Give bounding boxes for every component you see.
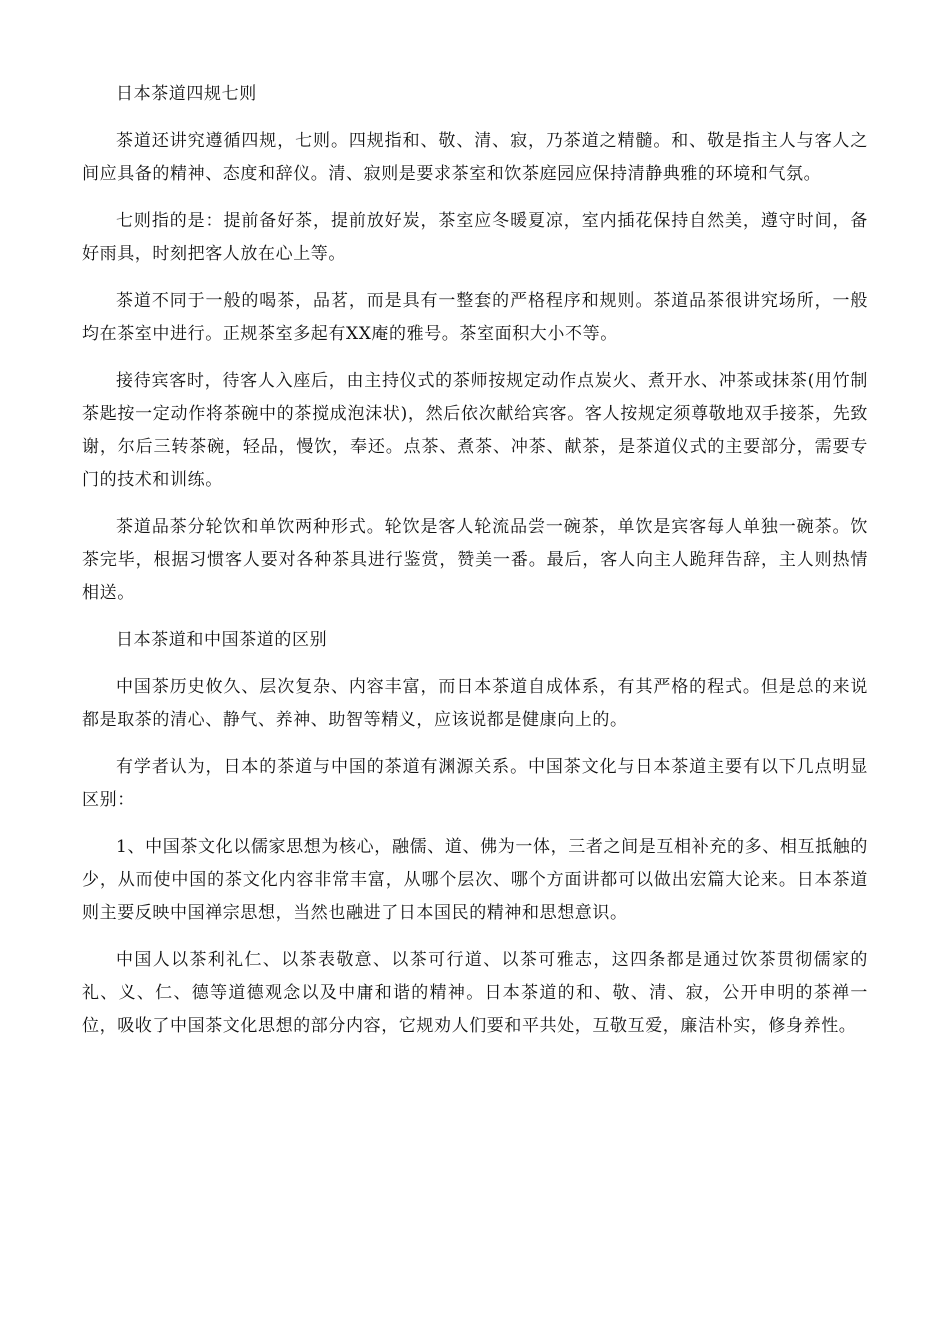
paragraph: 中国人以茶利礼仁、以茶表敬意、以茶可行道、以茶可雅志，这四条都是通过饮茶贯彻儒家的礼、义、仁、德等道德观念以及中庸和谐的精神。日本茶道的和、敬、清、寂，公开申明的茶禅一位，吸收了中国茶文化思想的部分内容，它规劝人们要和平共处，互敬互爱，廉洁朴实，修身养性。	[82, 950, 868, 1036]
paragraph: 七则指的是：提前备好茶，提前放好炭，茶室应冬暖夏凉，室内插花保持自然美，遵守时间，备好雨具，时刻把客人放在心上等。	[82, 211, 868, 264]
document-body	[82, 78, 868, 1057]
paragraph: 茶道还讲究遵循四规，七则。四规指和、敬、清、寂，乃茶道之精髓。和、敬是指主人与客人之间应具备的精神、态度和辞仪。清、寂则是要求茶室和饮茶庭园应保持清静典雅的环境和气氛。	[82, 131, 868, 184]
paragraph: 接待宾客时，待客人入座后，由主持仪式的茶师按规定动作点炭火、煮开水、冲茶或抹茶(用竹制茶匙按一定动作将茶碗中的茶搅成泡沫状)，然后依次献给宾客。客人按规定须尊敬地双手接茶，先致谢，尔后三转茶碗，轻品，慢饮，奉还。点茶、煮茶、冲茶、献茶，是茶道仪式的主要部分，需要专门的技术和训练。	[82, 371, 868, 490]
section-heading-differences: 日本茶道和中国茶道的区别	[116, 630, 328, 650]
paragraph: 1、中国茶文化以儒家思想为核心，融儒、道、佛为一体，三者之间是互相补充的多、相互抵触的少，从而使中国的茶文化内容非常丰富，从哪个层次、哪个方面讲都可以做出宏篇大论来。日本茶道则主要反映中国禅宗思想，当然也融进了日本国民的精神和思想意识。	[82, 837, 868, 923]
paragraph: 茶道不同于一般的喝茶，品茗，而是具有一整套的严格程序和规则。茶道品茶很讲究场所，一般均在茶室中进行。正规茶室多起有XX庵的雅号。茶室面积大小不等。	[82, 291, 868, 344]
paragraph: 中国茶历史攸久、层次复杂、内容丰富，而日本茶道自成体系，有其严格的程式。但是总的来说都是取茶的清心、静气、养神、助智等精义，应该说都是健康向上的。	[82, 677, 868, 730]
section-heading-four-rules: 日本茶道四规七则	[116, 84, 257, 104]
paragraph: 茶道品茶分轮饮和单饮两种形式。轮饮是客人轮流品尝一碗茶，单饮是宾客每人单独一碗茶。饮茶完毕，根据习惯客人要对各种茶具进行鉴赏，赞美一番。最后，客人向主人跪拜告辞，主人则热情相送。	[82, 517, 868, 603]
paragraph: 有学者认为，日本的茶道与中国的茶道有渊源关系。中国茶文化与日本茶道主要有以下几点明显区别：	[82, 757, 868, 810]
